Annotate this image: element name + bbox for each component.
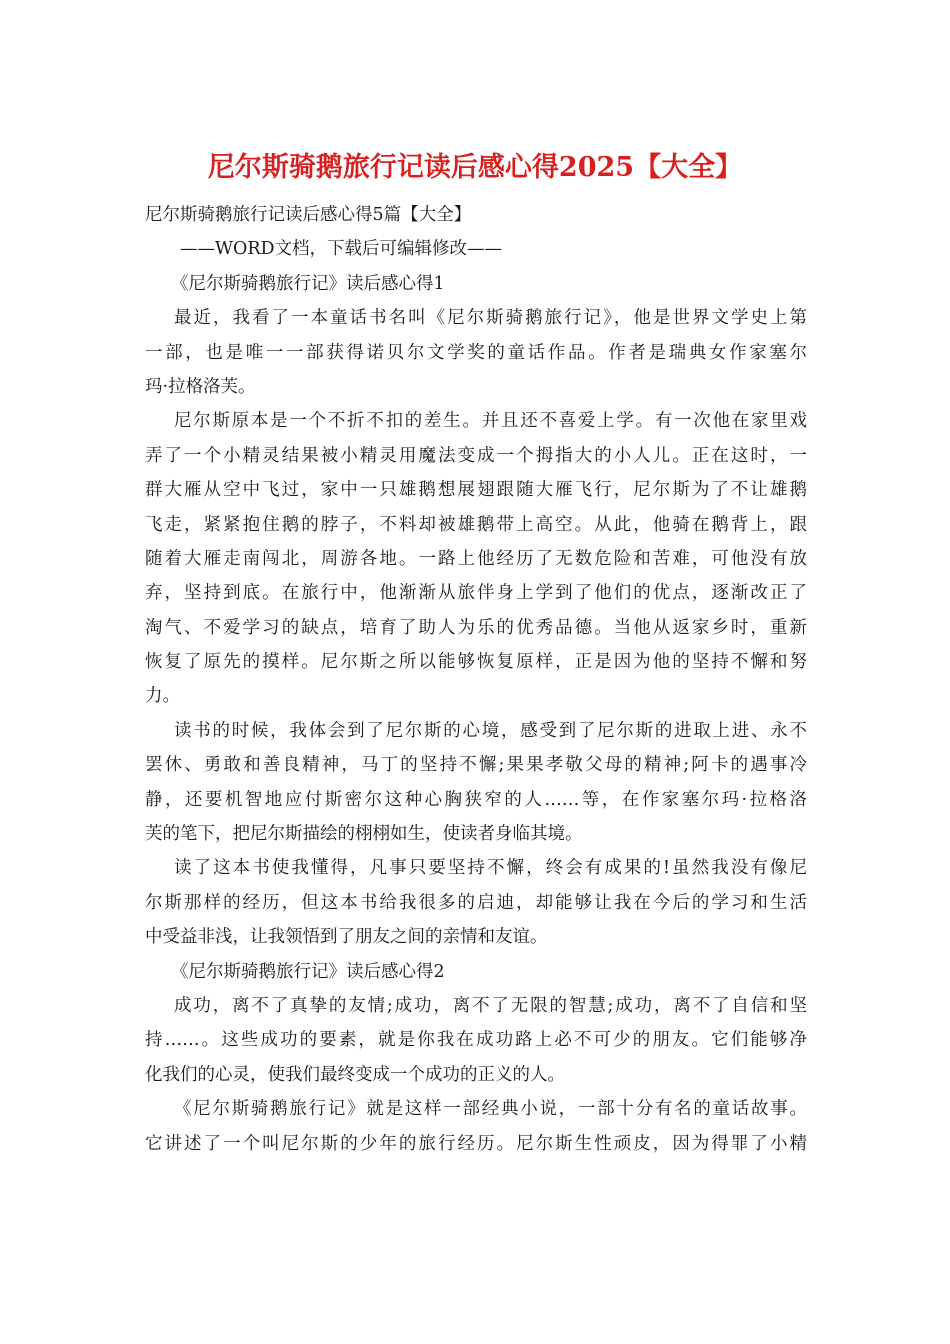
paragraph-line: 弄了一个小精灵结果被小精灵用魔法变成一个拇指大的小人儿。正在这时，一 — [145, 445, 807, 466]
paragraph-1 — [145, 301, 807, 404]
paragraph-line: 持……。这些成功的要素，就是你我在成功路上必不可少的朋友。它们能够净 — [145, 1030, 807, 1051]
paragraph-line: 读书的时候，我体会到了尼尔斯的心境，感受到了尼尔斯的进取上进、永不 — [174, 720, 807, 741]
paragraph-line: 淘气、不爱学习的缺点，培育了助人为乐的优秀品德。当他从返家乡时，重新 — [145, 617, 807, 638]
paragraph-line: 成功，离不了真挚的友情;成功，离不了无限的智慧;成功，离不了自信和坚 — [174, 995, 807, 1016]
paragraph-line: 最近，我看了一本童话书名叫《尼尔斯骑鹅旅行记》，他是世界文学史上第 — [174, 308, 807, 329]
paragraph-line: 弃，坚持到底。在旅行中，他渐渐从旅伴身上学到了他们的优点，逐渐改正了 — [145, 583, 807, 604]
paragraph-line: 力。 — [145, 686, 180, 707]
section-heading-2: 《尼尔斯骑鹅旅行记》读后感心得2 — [171, 961, 445, 982]
paragraph-line: 飞走，紧紧抱住鹅的脖子，不料却被雄鹅带上高空。从此，他骑在鹅背上，跟 — [145, 514, 807, 535]
section-heading-1: 《尼尔斯骑鹅旅行记》读后感心得1 — [171, 273, 445, 294]
document-body — [145, 198, 807, 1161]
paragraph-line: 尔斯那样的经历，但这本书给我很多的启迪，却能够让我在今后的学习和生活 — [145, 892, 807, 913]
paragraph-line: 静，还要机智地应付斯密尔这种心胸狭窄的人……等，在作家塞尔玛·拉格洛 — [145, 789, 807, 810]
paragraph-line: 玛·拉格洛芙。 — [145, 376, 256, 397]
paragraph-2 — [145, 404, 807, 714]
paragraph-5 — [145, 989, 807, 1092]
paragraph-line: 尼尔斯原本是一个不折不扣的差生。并且还不喜爱上学。有一次他在家里戏 — [174, 411, 807, 432]
paragraph-line: 一部，也是唯一一部获得诺贝尔文学奖的童话作品。作者是瑞典女作家塞尔 — [145, 342, 807, 363]
paragraph-line: 它讲述了一个叫尼尔斯的少年的旅行经历。尼尔斯生性顽皮，因为得罪了小精 — [145, 1133, 807, 1154]
paragraph-line: 恢复了原先的摸样。尼尔斯之所以能够恢复原样，正是因为他的坚持不懈和努 — [145, 652, 807, 673]
paragraph-line: 芙的笔下，把尼尔斯描绘的栩栩如生，使读者身临其境。 — [145, 824, 583, 845]
paragraph-line: 中受益非浅，让我领悟到了朋友之间的亲情和友谊。 — [145, 927, 548, 948]
paragraph-line: 《尼尔斯骑鹅旅行记》就是这样一部经典小说，一部十分有名的童话故事。 — [174, 1099, 807, 1120]
paragraph-3 — [145, 714, 807, 852]
paragraph-6 — [145, 1092, 807, 1161]
document-title: 尼尔斯骑鹅旅行记读后感心得2025【大全】 — [207, 152, 743, 183]
paragraph-line: 读了这本书使我懂得，凡事只要坚持不懈，终会有成果的!虽然我没有像尼 — [174, 858, 807, 879]
paragraph-line: 群大雁从空中飞过，家中一只雄鹅想展翅跟随大雁飞行，尼尔斯为了不让雄鹅 — [145, 480, 807, 501]
paragraph-line: 罢休、勇敢和善良精神，马丁的坚持不懈;果果孝敬父母的精神;阿卡的遇事冷 — [145, 755, 807, 776]
word-note: ——WORD文档，下载后可编辑修改—— — [180, 239, 503, 260]
subtitle: 尼尔斯骑鹅旅行记读后感心得5篇【大全】 — [145, 205, 472, 225]
paragraph-4 — [145, 851, 807, 954]
paragraph-line: 随着大雁走南闯北，周游各地。一路上他经历了无数危险和苦难，可他没有放 — [145, 548, 807, 569]
paragraph-line: 化我们的心灵，使我们最终变成一个成功的正义的人。 — [145, 1064, 565, 1085]
